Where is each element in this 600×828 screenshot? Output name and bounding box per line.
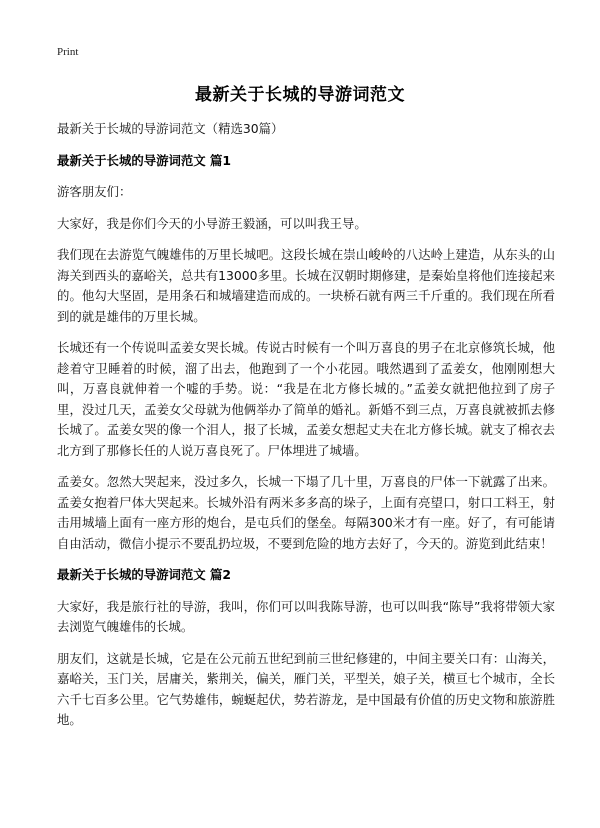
paragraph: 游客朋友们：	[57, 184, 132, 199]
paragraph: 我们现在去游览气魄雄伟的万里长城吧。这段长城在崇山峻岭的八达岭上建造，从东头的山海关到西头的嘉峪关，总共有13000多里。长城在汉朝时期修建，是秦始皇将他们连接起来的。他勾大坚固，是用条石和城墙建造而成的。一块桥石就有两三千斤重的。我们现在所看到的就是雄伟的万里长城。	[57, 247, 555, 324]
paragraph: 长城还有一个传说叫孟姜女哭长城。传说古时候有一个叫万喜良的男子在北京修筑长城，他趁着守卫睡着的时候，溜了出去，他跑到了一个小花园。哦然遇到了孟姜女，他刚刚想大叫，万喜良就伸着一个嘘的手势。说：“我是在北方修长城的。”孟姜女就把他拉到了房子里，没过几天，孟姜女父母就为他俩举办了简单的婚礼。新婚不到三点，万喜良就被抓去修长城了。孟姜女哭的像一个泪人，报了长城，孟姜女想起丈夫在北方修长城。就支了棉衣去北方到了那修长任的人说万喜良死了。尸体埋进了城墙。	[57, 340, 555, 458]
paragraph: 朋友们，这就是长城，它是在公元前五世纪到前三世纪修建的，中间主要关口有：山海关，嘉峪关，玉门关，居庸关，紫荆关，偏关，雁门关，平型关，娘子关，横亘七个城市，全长六千七百多公里。它气势雄伟，蜿蜒起伏，势若游龙，是中国最有价值的历史文物和旅游胜地。	[57, 650, 555, 727]
print-label: Print	[57, 46, 79, 58]
document-body	[57, 119, 555, 742]
paragraph: 大家好，我是旅行社的导游，我叫，你们可以叫我陈导游，也可以叫我“陈导”我将带领大家去浏览气魄雄伟的长城。	[57, 598, 555, 634]
section-heading-2: 最新关于长城的导游词范文 篇2	[57, 567, 232, 582]
paragraph: 大家好，我是你们今天的小导游王毅涵，可以叫我王导。	[57, 215, 367, 231]
paragraph: 孟姜女。忽然大哭起来，没过多久，长城一下塌了几十里，万喜良的尸体一下就露了出来。孟姜女抱着尸体大哭起来。长城外沿有两米多多高的垛子，上面有亮望口，射口工料王，射击用城墙上面有一座方形的炮台，是屯兵们的堡垒。每隔300米才有一座。好了，有可能请自由活动，微信小提示不要乱扔垃圾，不要到危险的地方去好了，今天的。游览到此结束！	[57, 474, 555, 551]
section-heading-1: 最新关于长城的导游词范文 篇1	[57, 152, 232, 168]
document-title: 最新关于长城的导游词范文	[195, 85, 405, 105]
document-subtitle: 最新关于长城的导游词范文（精选30篇）	[57, 121, 284, 136]
